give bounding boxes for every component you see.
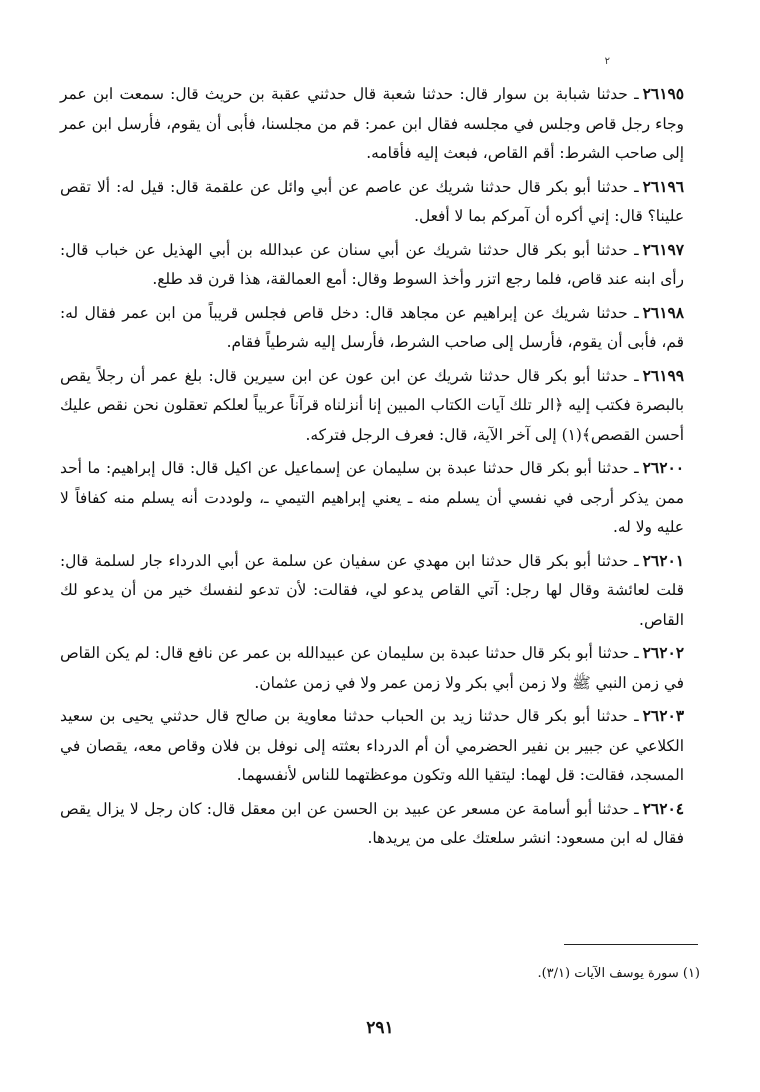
hadith-number: ٢٦١٩٩ xyxy=(642,366,684,385)
hadith-text: ـ حدثنا شبابة بن سوار قال: حدثنا شعبة قال حدثني عقبة بن حريث قال: سمعت ابن عمر وجاء رجل قاص وجلس في مجلسه فقال ابن عمر: قم من مجلسنا، فأبى أن يقوم، فأرسل ابن عمر إلى صاحب الشرط: أقم القاص، فبعث إليه فأقامه. xyxy=(60,85,684,162)
hadith-paragraph xyxy=(60,362,684,451)
hadith-paragraph xyxy=(60,547,684,636)
hadith-paragraph xyxy=(60,80,684,169)
corner-mark: ٢ xyxy=(604,56,610,67)
hadith-number: ٢٦١٩٦ xyxy=(642,177,684,196)
hadith-number: ٢٦٢٠٣ xyxy=(642,707,684,725)
hadith-text: ـ حدثنا أبو بكر قال حدثنا ابن مهدي عن سفيان عن سلمة عن أبي الدرداء جار لسلمة قال: قلت لعائشة وقال لها رجل: آتي القاص يدعو لي، فقالت: لأن تدعو لنفسك خير من أن يدعو لك القاص. xyxy=(60,551,684,629)
hadith-number: ٢٦١٩٨ xyxy=(642,303,684,322)
hadith-paragraph xyxy=(60,173,684,232)
hadith-text: ـ حدثنا أبو بكر قال حدثنا زيد بن الحباب حدثنا معاوية بن صالح قال حدثني يحيى بن سعيد الكلاعي عن جبير بن نفير الحضرمي أن أم الدرداء بعثته إلى نوفل بن فلان وقاص معه، يقصان في المسجد، فقالت: قل لهما: ليتقيا الله وتكون موعظتهما للناس لأنفسهما. xyxy=(60,707,684,784)
hadith-text: ـ حدثنا أبو بكر قال حدثنا شريك عن عاصم عن أبي وائل عن علقمة قال: قيل له: ألا تقص علينا؟ قال: إني أكره أن آمركم بما لا أفعل. xyxy=(60,177,684,225)
hadith-number: ٢٦٢٠٢ xyxy=(642,644,684,662)
hadith-text: ـ حدثنا أبو بكر قال حدثنا شريك عن ابن عون عن ابن سيرين قال: بلغ عمر أن رجلاً يقص بالبصرة فكتب إليه ﴿الر تلك آيات الكتاب المبين إنا أنزلناه قرآناً عربياً لعلكم تعقلون نحن نقص عليك أحسن القصص﴾(١) إلى آخر الآية، قال: فعرف الرجل فتركه. xyxy=(60,366,684,444)
hadith-paragraph xyxy=(60,795,684,854)
hadith-number: ٢٦١٩٧ xyxy=(642,240,684,259)
footnote-divider xyxy=(564,944,698,945)
hadith-text: ـ حدثنا أبو بكر قال حدثنا شريك عن أبي سنان عن عبدالله بن أبي الهذيل عن خباب قال: رأى ابنه عند قاص، فلما رجع اتزر وأخذ السوط وقال: أمع العمالقة، هذا قرن قد طلع. xyxy=(60,240,684,288)
hadith-text: ـ حدثنا أبو بكر قال حدثنا عبدة بن سليمان عن عبيدالله بن عمر عن نافع قال: لم يكن القاص في زمن النبي ﷺ ولا زمن أبي بكر ولا زمن عمر ولا في زمن عثمان. xyxy=(60,644,684,692)
hadith-paragraph xyxy=(60,299,684,358)
hadith-text: ـ حدثنا شريك عن إبراهيم عن مجاهد قال: دخل قاص فجلس قريباً من ابن عمر فقال له: قم، فأبى أن يقوم، فأرسل إلى صاحب الشرط، فأرسل إليه شرطياً فقام. xyxy=(60,303,684,351)
hadith-number: ٢٦٢٠٤ xyxy=(642,799,684,818)
hadith-paragraph xyxy=(60,702,684,791)
hadith-paragraph xyxy=(60,454,684,543)
hadith-number: ٢٦١٩٥ xyxy=(642,85,684,103)
hadith-number: ٢٦٢٠٠ xyxy=(642,459,684,477)
hadith-paragraph xyxy=(60,639,684,698)
page-number: ٢٩١ xyxy=(366,1018,394,1038)
hadith-number: ٢٦٢٠١ xyxy=(642,551,684,570)
hadith-text: ـ حدثنا أبو أسامة عن مسعر عن عبيد بن الحسن عن ابن معقل قال: كان رجل لا يزال يقص فقال له ابن مسعود: انشر سلعتك على من يريدها. xyxy=(60,799,684,847)
hadith-text: ـ حدثنا أبو بكر قال حدثنا عبدة بن سليمان عن إسماعيل عن اكيل قال: قال إبراهيم: ما أحد ممن يذكر أرجى في نفسي أن يسلم منه ـ يعني إبراهيم التيمي ـ، ولوددت أنه يسلم منه كفافاً لا عليه ولا له. xyxy=(60,459,684,536)
footnote: (١) سورة يوسف الآيات (٣/١). xyxy=(537,966,700,981)
hadith-list xyxy=(60,80,684,858)
hadith-paragraph xyxy=(60,236,684,295)
